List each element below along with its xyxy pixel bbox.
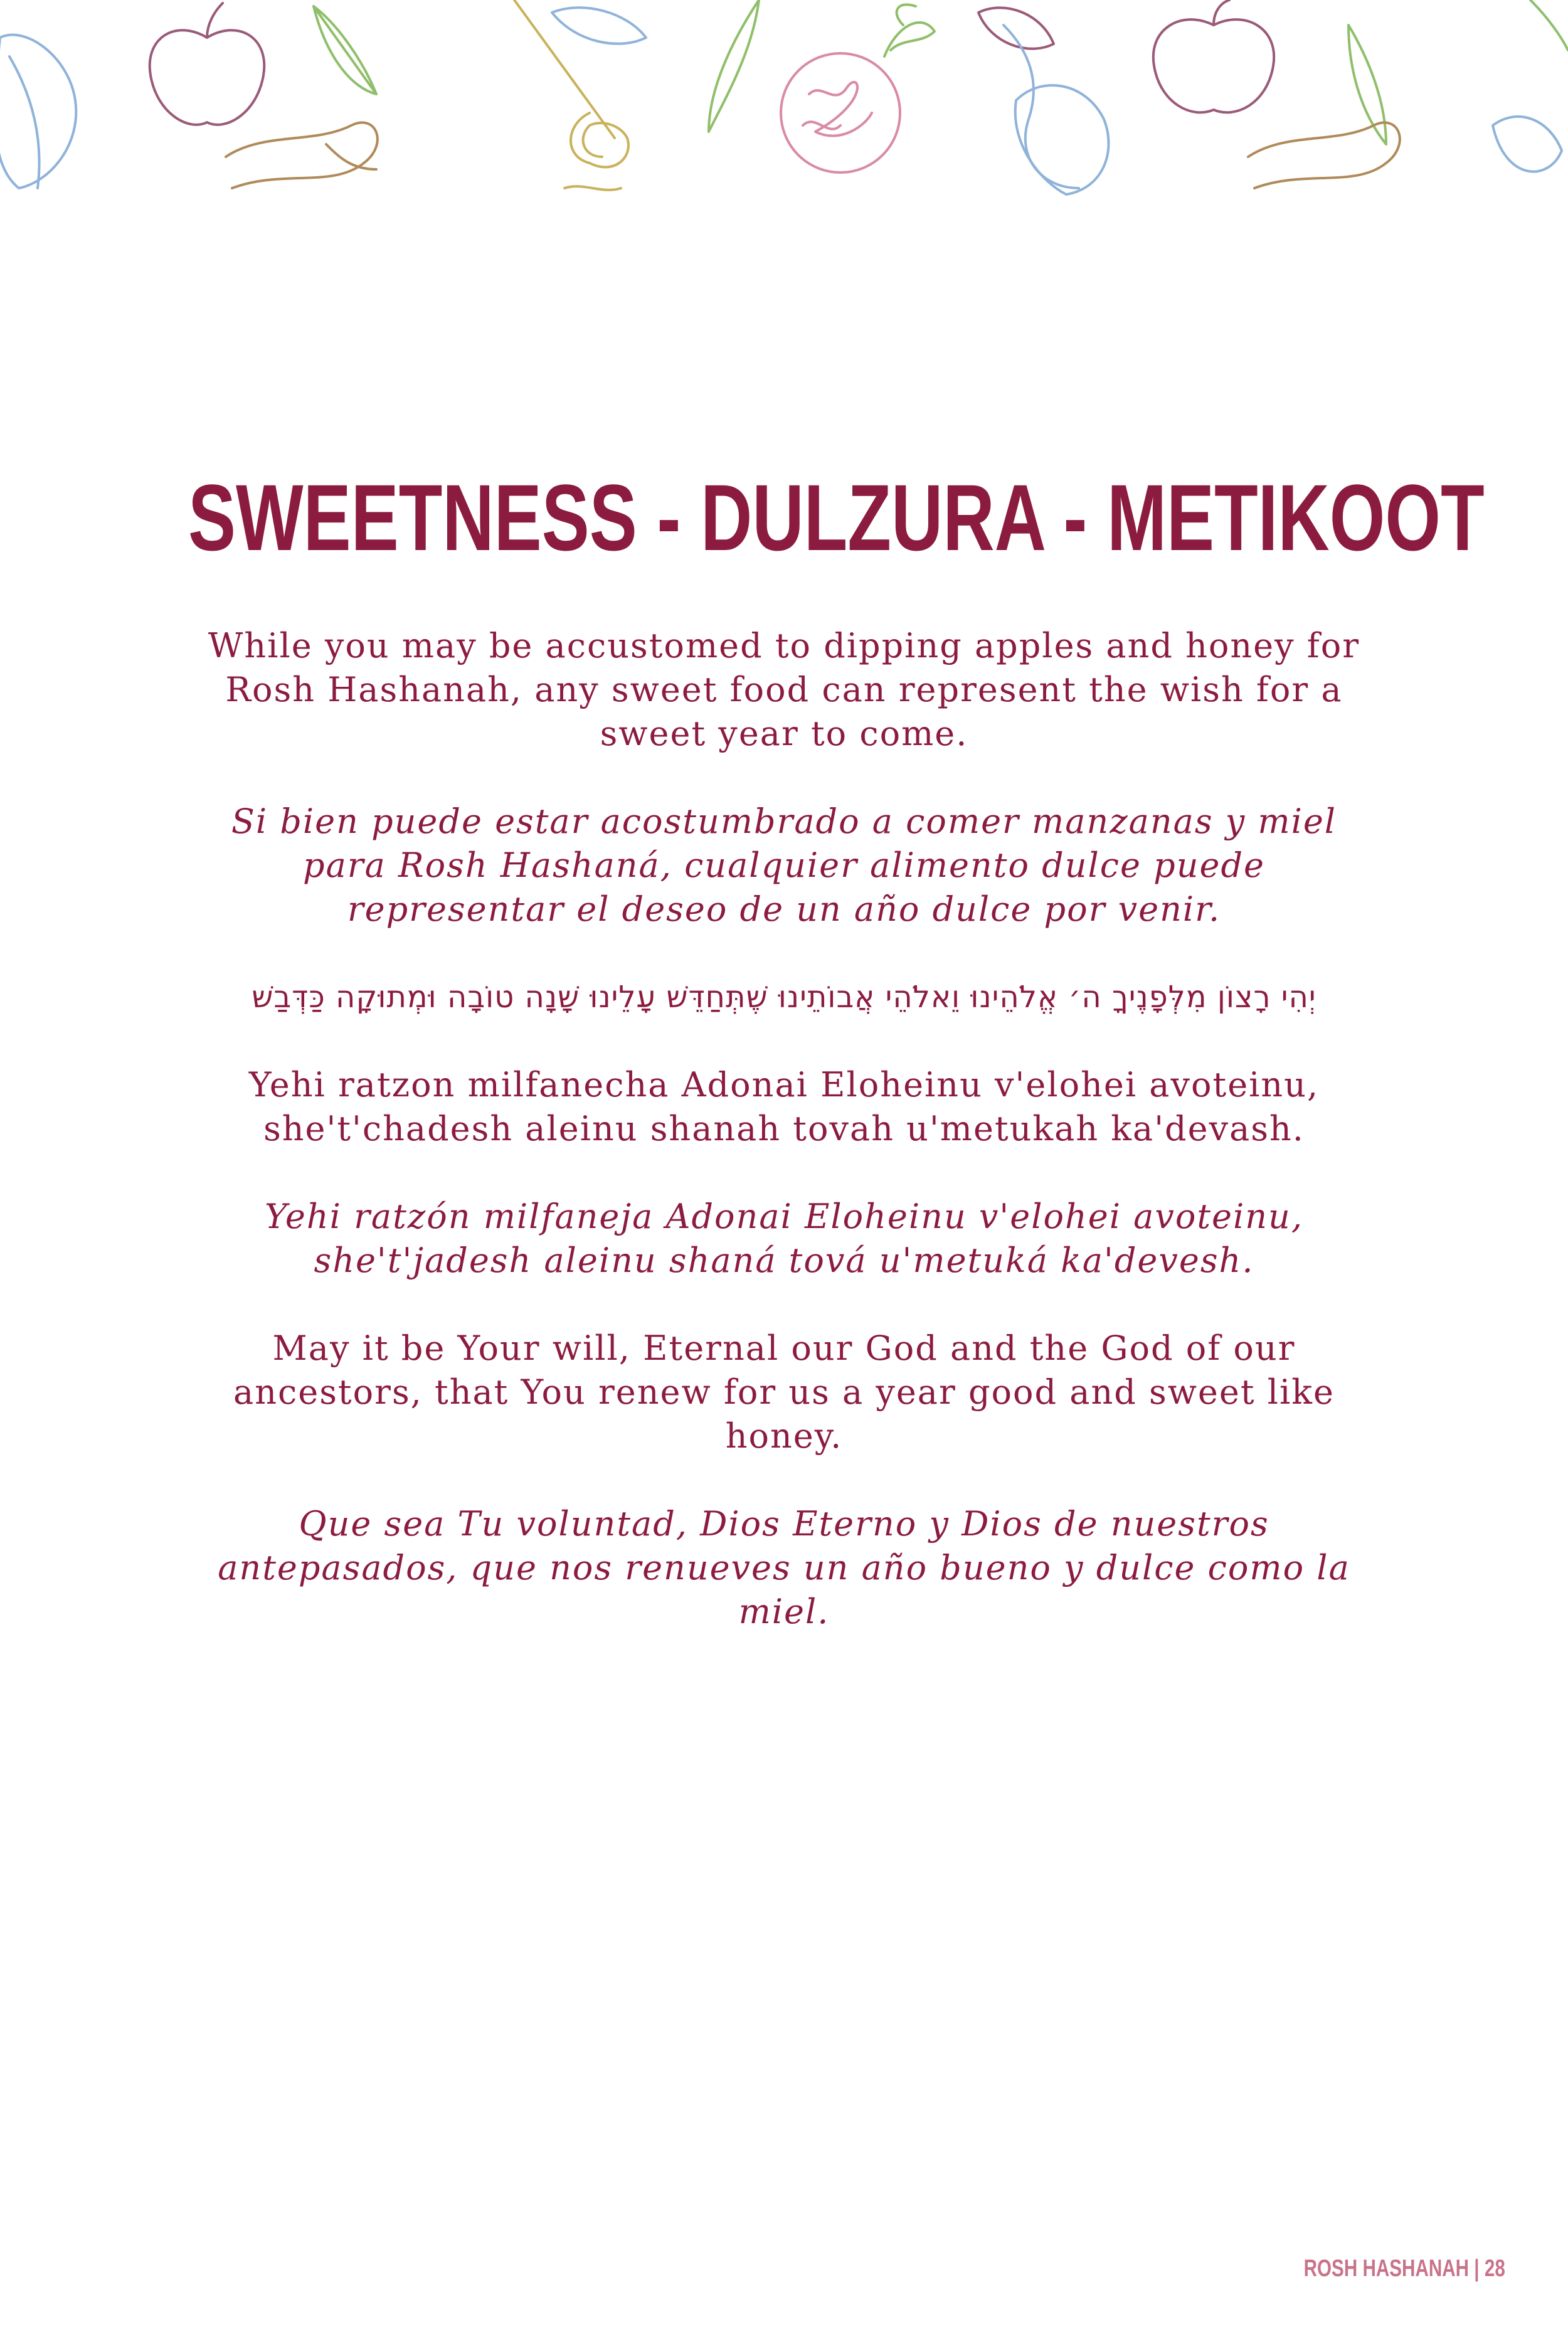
shofar-icon: [226, 122, 378, 188]
apple-icon: [150, 3, 265, 125]
translation-english: May it be Your will, Eternal our God and the God of our ancestors, that You renew for us a year good and sweet like honey.: [233, 1328, 1335, 1456]
leaf-icon: [0, 35, 76, 188]
transliteration-english: Yehi ratzon milfanecha Adonai Eloheinu v'elohei avoteinu, she't'chadesh aleinu shanah tovah u'metukah ka'devash.: [248, 1065, 1320, 1148]
page-number-footer: ROSH HASHANAH | 28: [1303, 2255, 1505, 2282]
decorative-doodle-header: [0, 0, 1568, 207]
leaf-icon: [1493, 0, 1568, 172]
blessing-content: [201, 624, 1367, 1634]
transliteration-spanish: Yehi ratzón milfaneja Adonai Eloheinu v'elohei avoteinu, she't'jadesh aleinu shaná tová u'metuká ka'devesh.: [264, 1197, 1304, 1280]
leaf-icon: [1348, 25, 1386, 144]
honey-dipper-icon: [514, 0, 628, 190]
doodle-illustration: [0, 0, 1568, 207]
spanish-intro: Si bien puede estar acostumbrado a comer manzanas y miel para Rosh Hashaná, cualquier alimento dulce puede representar el deseo de un año dulce por venir.: [231, 802, 1337, 929]
leaf-icon: [552, 8, 646, 44]
leaf-icon: [709, 0, 759, 132]
english-intro: While you may be accustomed to dipping apples and honey for Rosh Hashanah, any sweet food can represent the wish for a sweet year to come.: [208, 626, 1360, 753]
leaf-icon: [1015, 85, 1109, 194]
page-title: SWEETNESS - DULZURA - METIKOOT: [188, 465, 1485, 570]
leaf-icon: [314, 6, 376, 94]
hebrew-blessing: יְהִי רָצוֹן מִלְּפָנֶיךָ ה׳ אֱלֹהֵינוּ וֵאלֹהֵי אֲבוֹתֵינוּ שֶׁתְּחַדֵּשׁ עָלֵינוּ שָׁנָה טוֹבָה וּמְתוּקָה כַּדְּבַשׁ: [252, 980, 1316, 1015]
translation-spanish: Que sea Tu voluntad, Dios Eterno y Dios de nuestros antepasados, que nos renueves un año bueno y dulce como la miel.: [218, 1504, 1350, 1631]
apple-icon: [1153, 0, 1274, 112]
pomegranate-icon: [781, 4, 935, 172]
leaf-icon: [978, 8, 1079, 188]
